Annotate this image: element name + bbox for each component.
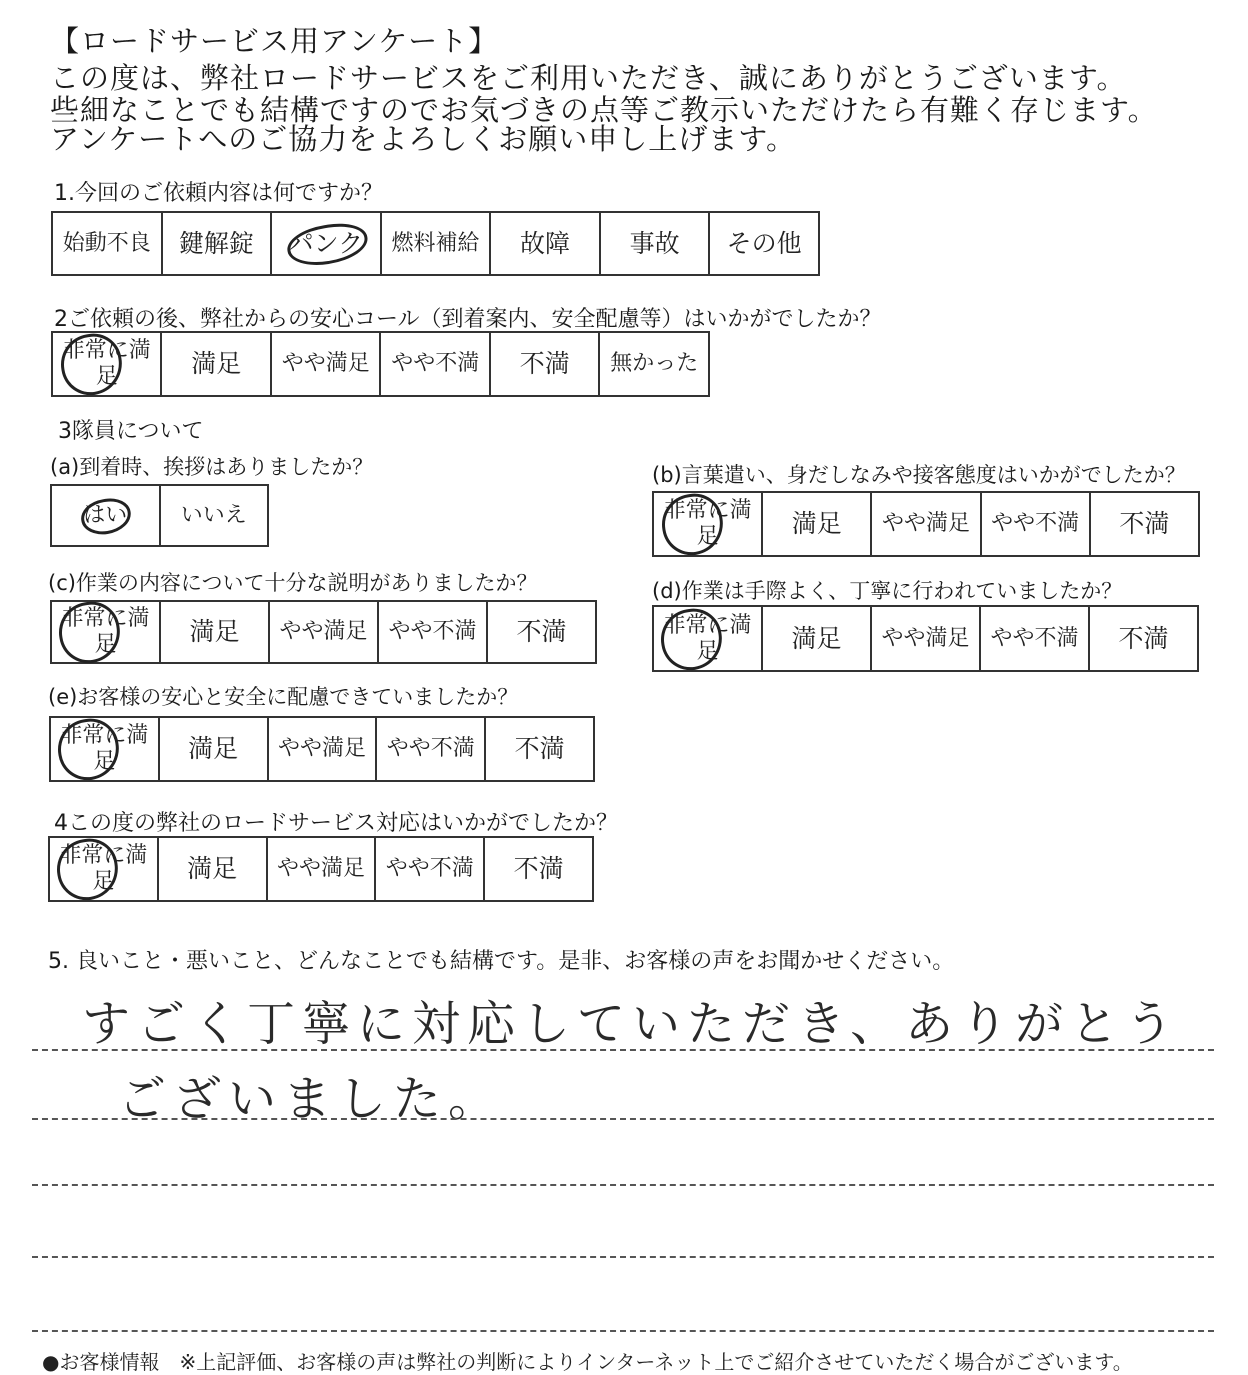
q3e-option-dissatisfied[interactable]: 不満 [485, 717, 594, 781]
q1-option-accident[interactable]: 事故 [600, 212, 710, 275]
q1-option-flat-tire[interactable]: パンク [288, 228, 364, 258]
q2-option-dissatisfied[interactable]: 不満 [490, 332, 600, 396]
q3d-option-satisfied[interactable]: 満足 [762, 606, 871, 671]
q2-option-none[interactable]: 無かった [599, 332, 709, 396]
question-2-label: 2ご依頼の後、弊社からの安心コール（到着案内、安全配慮等）はいかがでしたか？ [54, 307, 882, 332]
q3c-option-very-satisfied[interactable]: 非常に満足 [61, 606, 150, 657]
q1-option-other[interactable]: その他 [709, 212, 819, 275]
question-3a-options [50, 484, 269, 547]
question-1-label: 1.今回のご依頼内容は何ですか？ [54, 181, 383, 206]
q3c-option-somewhat-dissatisfied[interactable]: やや不満 [378, 601, 487, 663]
q3b-option-dissatisfied[interactable]: 不満 [1090, 492, 1199, 556]
q3c-option-satisfied[interactable]: 満足 [160, 601, 269, 663]
handwritten-answer-line-2: ございました。 [118, 1071, 504, 1127]
q2-option-very-satisfied-cell[interactable] [52, 332, 161, 396]
q3d-option-dissatisfied[interactable]: 不満 [1089, 606, 1198, 671]
q1-option-unlock[interactable]: 鍵解錠 [162, 212, 272, 275]
q4-option-somewhat-dissatisfied[interactable]: やや不満 [375, 837, 484, 901]
q3e-option-very-satisfied[interactable]: 非常に満足 [60, 723, 149, 774]
q3b-option-somewhat-satisfied[interactable]: やや満足 [871, 492, 980, 556]
intro-line-3: アンケートへのご協力をよろしくお願い申し上げます。 [50, 122, 796, 156]
q2-option-satisfied[interactable]: 満足 [161, 332, 271, 396]
question-3a-label: (a)到着時、挨拶はありましたか？ [50, 455, 374, 479]
q4-option-dissatisfied[interactable]: 不満 [484, 837, 593, 901]
question-3b-options [652, 491, 1200, 557]
q3a-option-yes[interactable]: はい [83, 502, 128, 528]
question-3e-label: (e)お客様の安心と安全に配慮できていましたか？ [48, 685, 519, 709]
q3b-option-somewhat-dissatisfied[interactable]: やや不満 [981, 492, 1090, 556]
q3a-option-no[interactable]: いいえ [160, 485, 269, 546]
customer-info-heading: ●お客様情報 ※上記評価、お客様の声は弊社の判断によりインターネット上でご紹介させていただく場合がございます。 [42, 1350, 1133, 1374]
question-4-options [48, 836, 594, 902]
question-3b-label: (b)言葉遣い、身だしなみや接客態度はいかがでしたか？ [652, 463, 1186, 487]
q2-option-somewhat-dissatisfied[interactable]: やや不満 [380, 332, 489, 396]
question-3e-options [49, 716, 595, 782]
q1-option-breakdown[interactable]: 故障 [490, 212, 600, 275]
q3b-option-very-satisfied[interactable]: 非常に満足 [663, 498, 752, 549]
answer-line-2 [32, 1118, 1214, 1120]
q3e-option-somewhat-dissatisfied[interactable]: やや不満 [376, 717, 485, 781]
q1-option-refuel[interactable]: 燃料補給 [381, 212, 491, 275]
answer-line-4 [32, 1256, 1214, 1258]
q1-option-flat-tire-cell[interactable] [271, 212, 381, 275]
answer-line-1 [32, 1049, 1214, 1051]
question-3c-label: (c)作業の内容について十分な説明がありましたか？ [48, 571, 538, 595]
q4-option-very-satisfied[interactable]: 非常に満足 [59, 843, 148, 894]
q3a-option-yes-cell[interactable] [51, 485, 160, 546]
question-3-label: 3隊員について [58, 419, 204, 444]
question-3c-options [50, 600, 597, 664]
q3d-option-somewhat-satisfied[interactable]: やや満足 [871, 606, 980, 671]
answer-line-5 [32, 1330, 1214, 1332]
intro-line-2: 些細なことでも結構ですのでお気づきの点等ご教示いただけたら有難く存じます。 [50, 93, 1158, 127]
question-3d-label: (d)作業は手際よく、丁寧に行われていましたか？ [652, 579, 1123, 603]
q3c-option-dissatisfied[interactable]: 不満 [487, 601, 596, 663]
answer-line-3 [32, 1184, 1214, 1186]
handwritten-answer-line-1: すごく丁寧に対応していただき、ありがとう [82, 996, 1181, 1052]
question-4-label: 4この度の弊社のロードサービス対応はいかがでしたか？ [54, 811, 618, 836]
q4-option-somewhat-satisfied[interactable]: やや満足 [267, 837, 376, 901]
q3e-option-very-satisfied-cell[interactable] [50, 717, 159, 781]
question-5-label: 5. 良いこと・悪いこと、どんなことでも結構です。是非、お客様の声をお聞かせください。 [48, 949, 955, 974]
question-3d-options [652, 605, 1199, 672]
intro-line-1: この度は、弊社ロードサービスをご利用いただき、誠にありがとうございます。 [50, 61, 1127, 95]
q4-option-satisfied[interactable]: 満足 [158, 837, 267, 901]
q1-option-start-failure[interactable]: 始動不良 [52, 212, 162, 275]
q3b-option-satisfied[interactable]: 満足 [762, 492, 871, 556]
q3c-option-somewhat-satisfied[interactable]: やや満足 [269, 601, 378, 663]
q3e-option-somewhat-satisfied[interactable]: やや満足 [268, 717, 377, 781]
q2-option-very-satisfied[interactable]: 非常に満足 [62, 338, 151, 389]
q4-option-very-satisfied-cell[interactable] [49, 837, 158, 901]
question-2-options [51, 331, 710, 397]
q3d-option-very-satisfied-cell[interactable] [653, 606, 762, 671]
q2-option-somewhat-satisfied[interactable]: やや満足 [271, 332, 380, 396]
q3d-option-somewhat-dissatisfied[interactable]: やや不満 [980, 606, 1089, 671]
q3c-option-very-satisfied-cell[interactable] [51, 601, 160, 663]
question-1-options [51, 211, 820, 276]
q3b-option-very-satisfied-cell[interactable] [653, 492, 762, 556]
q3d-option-very-satisfied[interactable]: 非常に満足 [663, 612, 752, 664]
q3e-option-satisfied[interactable]: 満足 [159, 717, 268, 781]
survey-title: 【ロードサービス用アンケート】 [50, 24, 499, 58]
